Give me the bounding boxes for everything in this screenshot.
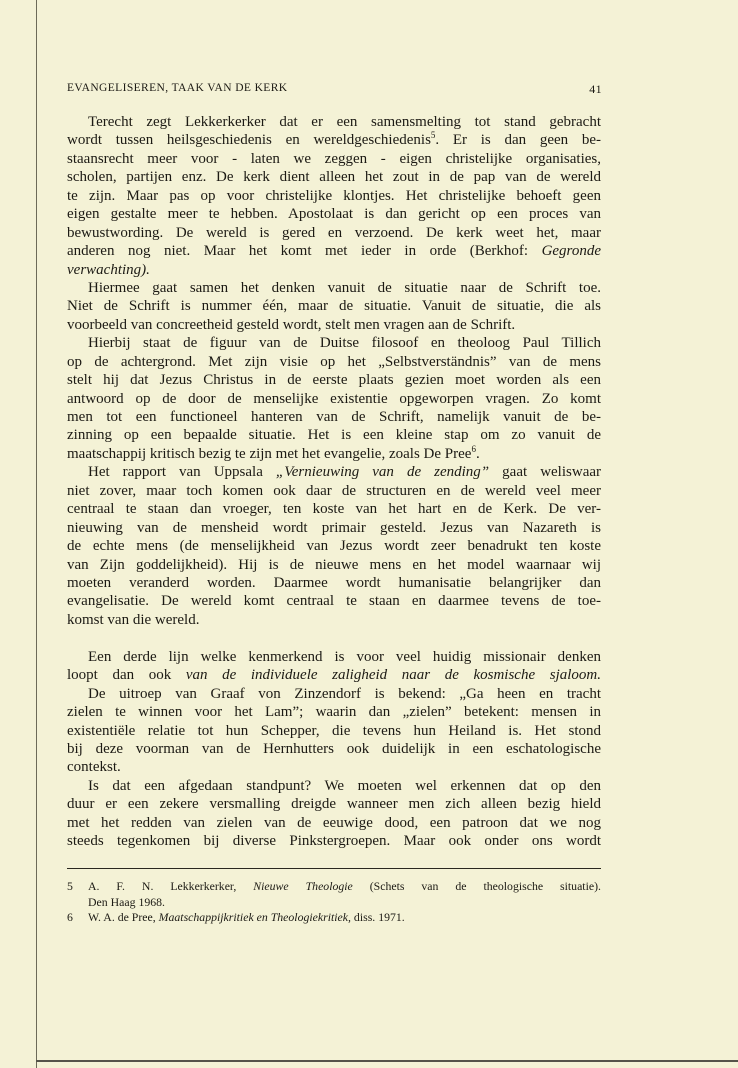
text-line: Niet de Schrift is nummer één, maar de situatie. Vanuit de situatie, die als (67, 298, 601, 315)
text-line: te zijn. Maar pas op voor christelijke klontjes. Het christelijke behoeft geen (67, 187, 601, 204)
section-gap (67, 629, 601, 648)
text-line: scholen, partijen enz. De kerk dient alleen het zout in de pap van de wereld (67, 169, 601, 186)
text-line: niet zover, maar toch komen ook daar de structuren en de wereld veel meer (67, 482, 601, 499)
footnote-ref: 5 (430, 130, 436, 141)
running-header (67, 82, 602, 100)
text-line: moeten veranderd worden. Daarmee wordt humanisatie belangrijker dan (67, 574, 601, 591)
text-line: Is dat een afgedaan standpunt? We moeten wel erkennen dat op den (88, 777, 601, 794)
footnote-number: 6 (67, 910, 73, 924)
footnotes (67, 879, 601, 926)
text-line: centraal te staan dan vroeger, ten koste van het hart en de Kerk. De ver- (67, 501, 601, 518)
text-line: De uitroep van Graaf von Zinzendorf is bekend: „Ga heen en tracht (88, 685, 601, 702)
text-line: verwachting). (67, 261, 150, 278)
text-line: Hiermee gaat samen het denken vanuit de situatie naar de Schrift toe. (88, 279, 601, 296)
text-line: existentiële relatie tot hun Schepper, die tevens hun Heiland is. Het stond (67, 722, 601, 739)
text-line: op de achtergrond. Met zijn visie op het „Selbstverständnis” van de mens (67, 353, 601, 370)
body-text (67, 113, 601, 851)
text-line: steeds tegenkomen bij diverse Pinkstergroepen. Maar ook onder ons wordt (67, 833, 601, 850)
text-line: duur er een zekere versmalling dreigde wanneer men zich alleen bezig hield (67, 796, 601, 813)
text-line: antwoord op de door de menselijke existentie opgeworpen vragen. Zo komt (67, 390, 601, 407)
footnote: 5 A. F. N. Lekkerkerker, Nieuwe Theologie (Schets van de theologische situatie). Den Haag 1968. (67, 879, 601, 909)
footnote-ref: 6 (471, 443, 476, 454)
text-line: komst van die wereld. (67, 611, 200, 628)
text-line: nieuwing van de mensheid wordt primair gesteld. Jezus van Nazareth is (67, 519, 601, 536)
text-line: de echte mens (de menselijkheid van Jezus wordt zeer benadrukt ten koste (67, 538, 601, 555)
text-line: maatschappij kritisch bezig te zijn met het evangelie, zoals De Pree$^6$. (67, 443, 480, 462)
text-line: Een derde lijn welke kenmerkend is voor veel huidig missionair denken (88, 648, 601, 665)
footnote-number: 5 (67, 879, 73, 893)
text-line: van Zijn goddelijkheid). Hij is de nieuwe mens en het model waarnaar wij (67, 556, 601, 573)
text-line: bij deze voorman van de Hernhutters ook duidelijk in een eschatologische (67, 740, 601, 757)
text-line: contekst. (67, 759, 121, 776)
text-line: voorbeeld van concreetheid gesteld wordt, stelt men vragen aan de Schrift. (67, 316, 516, 333)
text-line: evangelisatie. De wereld komt centraal te staan en daarmee tevens de toe- (67, 593, 601, 610)
text-line: bewustwording. De wereld is gered en verzoend. De kerk weet het, maar (67, 224, 601, 241)
text-line: eigen gestalte meer te hebben. Apostolaat is dan gericht op een proces van (67, 206, 601, 223)
text-line: met het redden van zielen van de eeuwige dood, een patroon dat we nog (67, 814, 601, 831)
text-line: anderen nog niet. Maar het komt met ieder in orde (Berkhof: Gegronde (67, 243, 601, 260)
text-line: stelt hij dat Jezus Christus in de eerste plaats gezien moet worden als een (67, 372, 601, 389)
footnote: 6 W. A. de Pree, Maatschappijkritiek en Theologiekritiek, diss. 1971. (67, 910, 405, 924)
text-line: Terecht zegt Lekkerkerker dat er een samensmelting tot stand gebracht (88, 114, 601, 130)
text-line: staansrecht meer voor - laten we zeggen - eigen christelijke organisaties, (67, 150, 601, 167)
text-line: wordt tussen heilsgeschiedenis en wereldgeschiedenis$^5$. Er is dan geen be- (67, 130, 602, 149)
text-line: loopt dan ook van de individuele zaligheid naar de kosmische sjaloom. (67, 667, 601, 684)
page-number: 41 (589, 82, 602, 96)
text-line: zinning op een bepaalde situatie. Het is een kleine stap om zo vanuit de (67, 427, 601, 444)
running-header-title: EVANGELISEREN, TAAK VAN DE KERK (67, 82, 288, 94)
text-line: men tot een functioneel hanteren van de Schrift, namelijk vanuit de be- (67, 409, 601, 425)
text-line: zielen te winnen voor het Lam”; waarin dan „zielen” betekent: mensen in (67, 704, 601, 721)
text-line: Hierbij staat de figuur van de Duitse filosoof en theoloog Paul Tillich (88, 335, 601, 352)
footnote-rule (67, 868, 601, 869)
text-line: Het rapport van Uppsala „Vernieuwing van de zending” gaat weliswaar (88, 464, 602, 481)
